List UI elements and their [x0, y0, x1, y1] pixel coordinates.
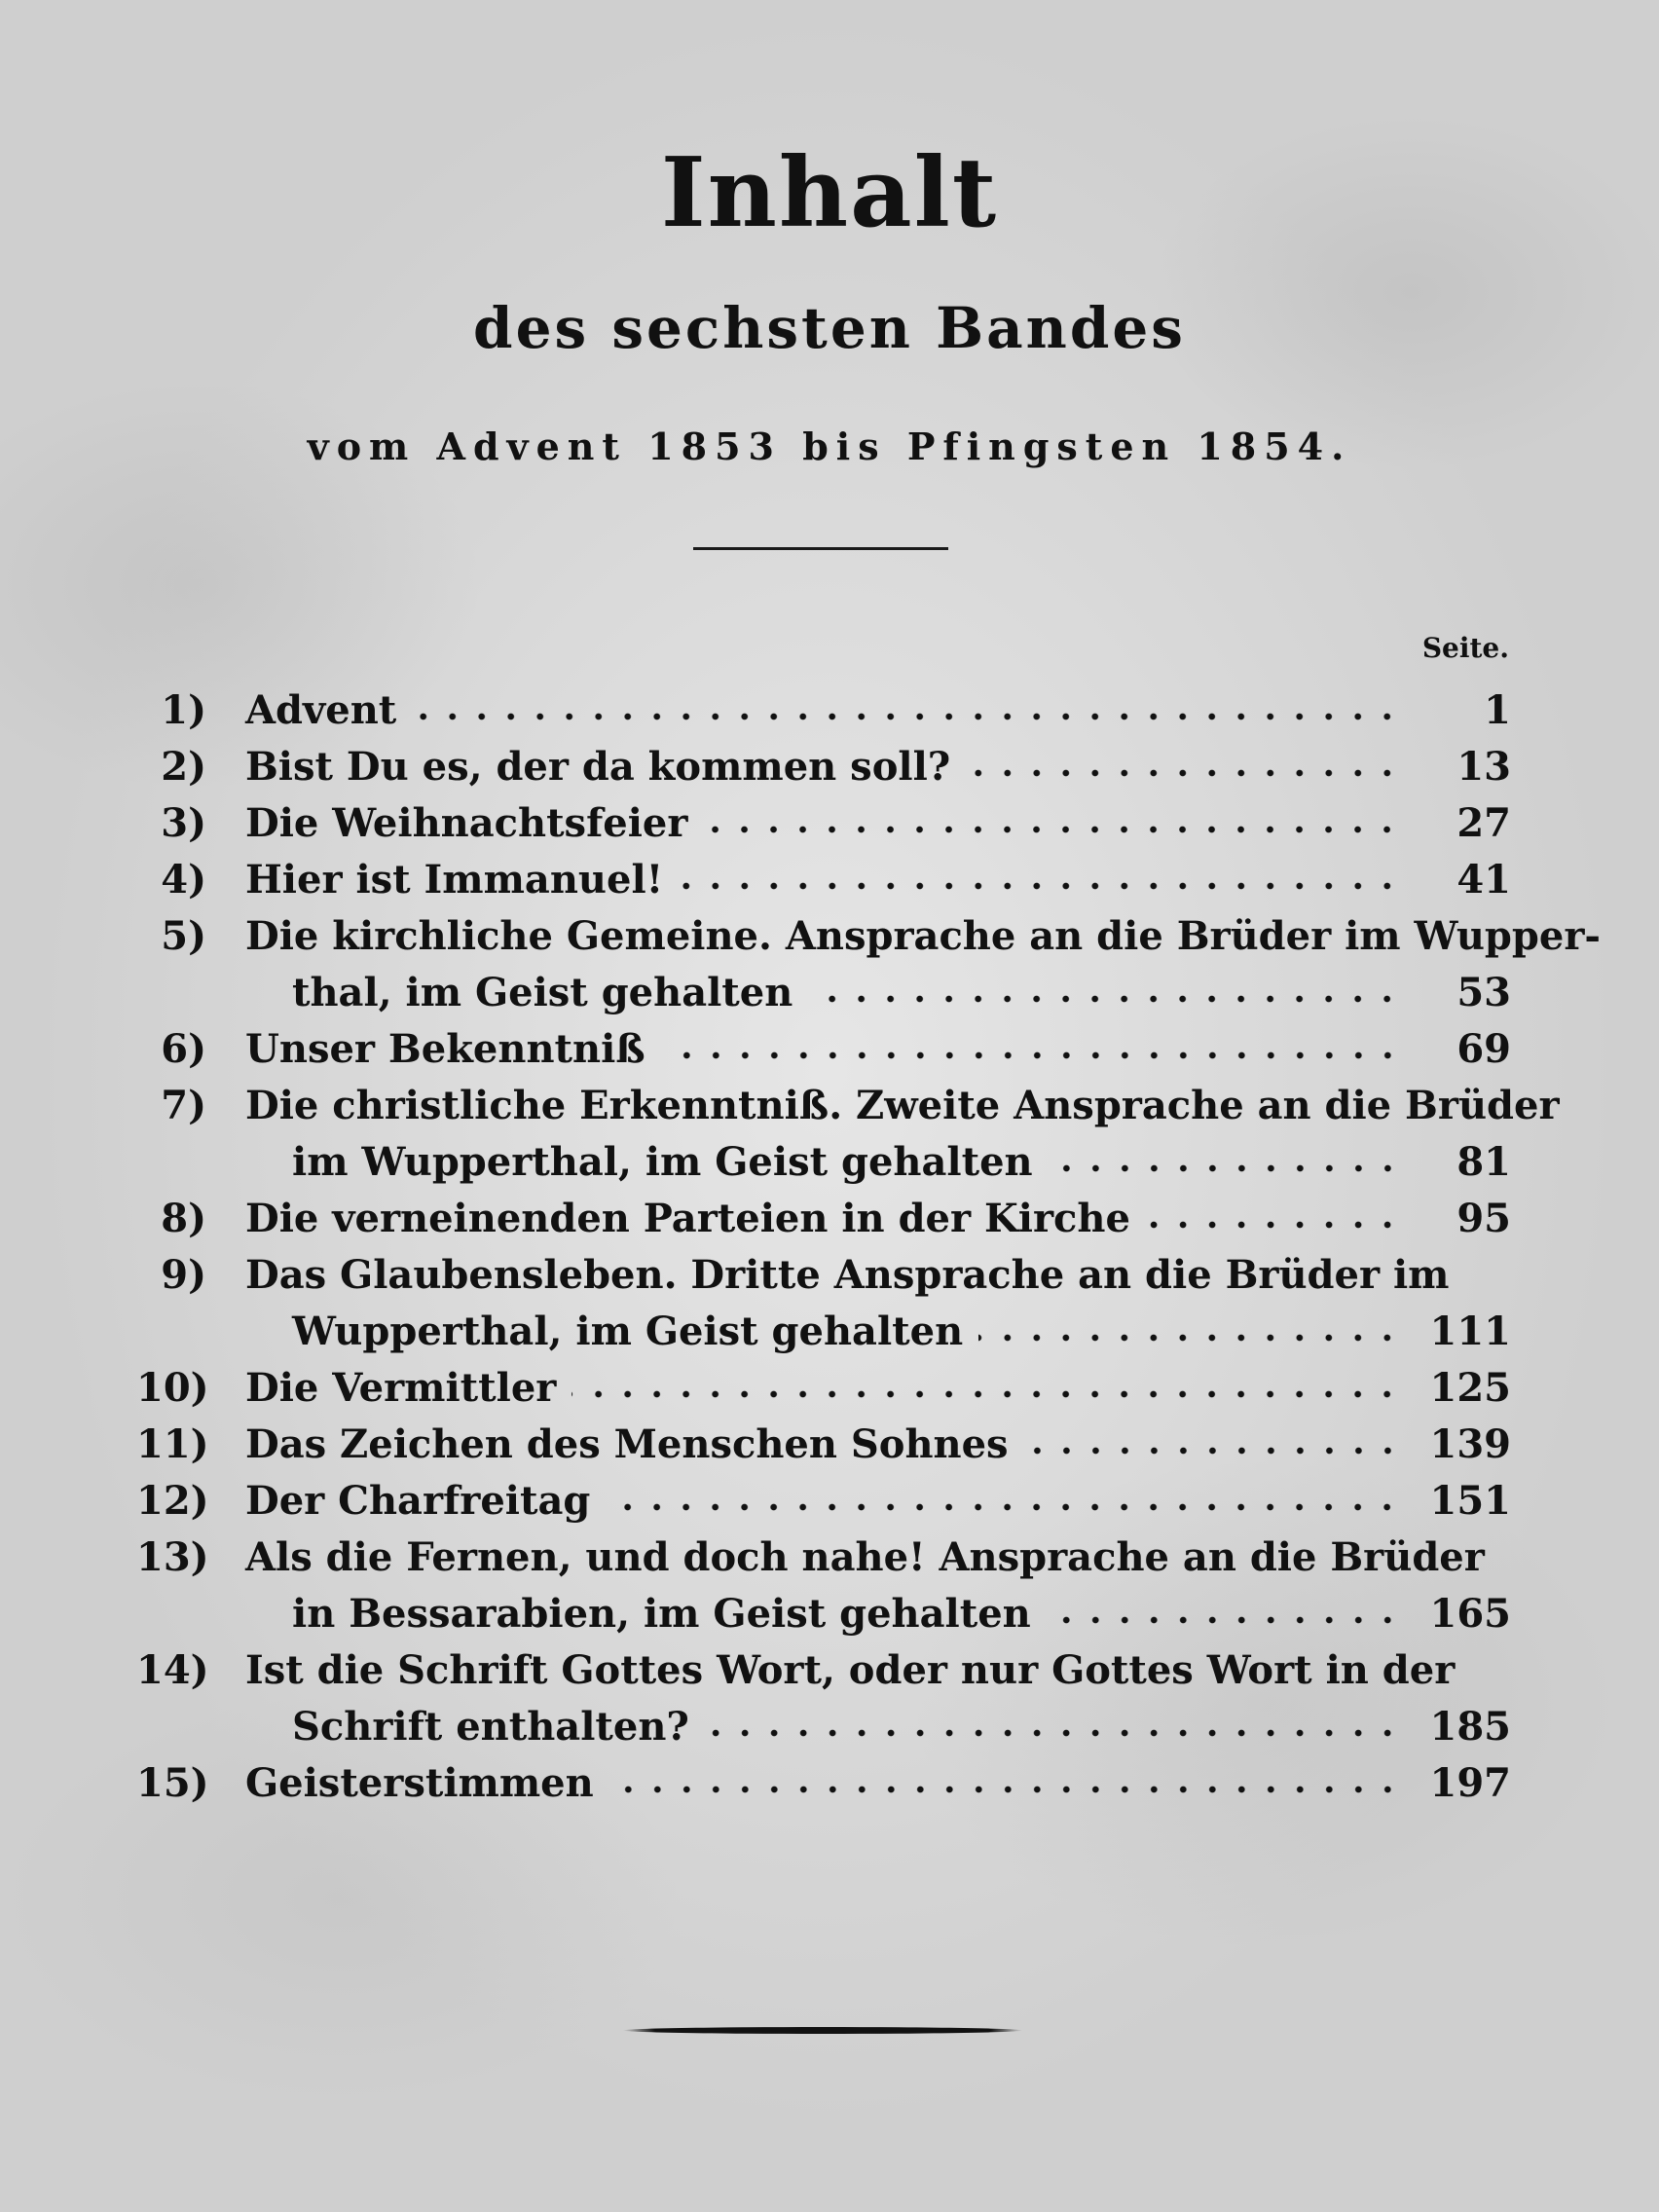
toc-entry-number: 2) — [161, 743, 206, 790]
toc-entry-number: 8) — [161, 1195, 206, 1241]
toc-entry-title: Wupperthal, im Geist gehalten — [292, 1308, 964, 1354]
toc-entry — [136, 1359, 1511, 1416]
toc-entry-number: 1) — [161, 686, 206, 733]
dot-leader — [412, 712, 1402, 721]
toc-entry-page: 139 — [1429, 1420, 1511, 1467]
toc-entry-title: Hier ist Immanuel! — [245, 856, 664, 903]
toc-entry-title: Als die Fernen, und doch nahe! Ansprache an die Brüder — [245, 1533, 1485, 1580]
toc-entry-page: 125 — [1429, 1364, 1511, 1411]
toc-entry-title: Unser Bekenntniß — [245, 1025, 645, 1072]
toc-entry — [136, 851, 1511, 907]
toc-entry — [136, 738, 1511, 794]
toc-entry — [136, 1020, 1511, 1077]
toc-entry-line — [136, 1303, 1511, 1359]
page-title: Inhalt — [660, 137, 999, 249]
top-divider-rule — [693, 547, 948, 550]
toc-entry-number: 10) — [136, 1364, 209, 1411]
toc-entry-page: 151 — [1429, 1477, 1511, 1524]
toc-entry-title: Das Glaubensleben. Dritte Ansprache an die Brüder im — [245, 1251, 1450, 1298]
page-column-label: Seite. — [1421, 632, 1509, 664]
page-subtitle: des sechsten Bandes — [473, 295, 1186, 361]
toc-entry-title: Die verneinenden Parteien in der Kirche — [245, 1195, 1130, 1241]
dot-leader — [1024, 1446, 1402, 1456]
toc-entry-line — [136, 1246, 1511, 1303]
toc-entry-line — [136, 794, 1511, 851]
toc-entry — [136, 1190, 1511, 1246]
toc-entry-title: Das Zeichen des Menschen Sohnes — [245, 1420, 1009, 1467]
dot-leader — [679, 881, 1402, 891]
table-of-contents — [136, 682, 1601, 1811]
toc-entry-line — [136, 738, 1511, 794]
dot-leader — [808, 994, 1402, 1004]
toc-entry-number: 6) — [161, 1025, 206, 1072]
toc-entry-number: 11) — [136, 1420, 209, 1467]
toc-entry-page: 95 — [1456, 1195, 1511, 1241]
volume-date-range: vom Advent 1853 bis Pfingsten 1854. — [307, 424, 1352, 468]
dot-leader — [966, 768, 1402, 778]
toc-entry-line — [136, 1754, 1511, 1811]
toc-entry — [136, 794, 1511, 851]
toc-entry-number: 9) — [161, 1251, 206, 1298]
toc-entry-number: 15) — [136, 1759, 209, 1806]
toc-entry-line — [136, 964, 1511, 1020]
toc-entry-page: 69 — [1456, 1025, 1511, 1072]
toc-entry-title: Der Charfreitag — [245, 1477, 591, 1524]
toc-entry-title: Bist Du es, der da kommen soll? — [245, 743, 951, 790]
toc-entry-page: 1 — [1484, 686, 1511, 733]
toc-entry-title: Die Vermittler — [245, 1364, 557, 1411]
toc-entry-title: in Bessarabien, im Geist gehalten — [292, 1590, 1031, 1637]
toc-entry-page: 81 — [1456, 1138, 1511, 1185]
dot-leader — [661, 1051, 1402, 1060]
dot-leader — [703, 825, 1402, 834]
toc-entry-title: Die christliche Erkenntniß. Zweite Ansprache an die Brüder — [245, 1082, 1560, 1128]
toc-entry-number: 5) — [161, 912, 206, 959]
toc-entry-line — [136, 851, 1511, 907]
toc-entry-title: Ist die Schrift Gottes Wort, oder nur Gottes Wort in der — [245, 1646, 1456, 1693]
toc-entry-line — [136, 1077, 1560, 1133]
toc-entry — [136, 1641, 1511, 1754]
toc-entry-number: 7) — [161, 1082, 206, 1128]
toc-entry-title: Geisterstimmen — [245, 1759, 594, 1806]
toc-entry-page: 185 — [1429, 1703, 1511, 1750]
toc-entry-number: 3) — [161, 799, 206, 846]
dot-leader — [1049, 1163, 1402, 1173]
toc-entry-title: Die Weihnachtsfeier — [245, 799, 688, 846]
toc-entry-page: 27 — [1456, 799, 1511, 846]
toc-entry-title: thal, im Geist gehalten — [292, 969, 793, 1015]
dot-leader — [705, 1728, 1402, 1738]
toc-entry-number: 4) — [161, 856, 206, 903]
toc-entry-title: Schrift enthalten? — [292, 1703, 689, 1750]
toc-entry-line — [136, 1416, 1511, 1472]
dot-leader — [978, 1333, 1402, 1343]
toc-entry-title: im Wupperthal, im Geist gehalten — [292, 1138, 1033, 1185]
toc-entry-number: 14) — [136, 1646, 209, 1693]
dot-leader — [1146, 1220, 1402, 1230]
toc-entry-page: 165 — [1429, 1590, 1511, 1637]
toc-entry-line — [136, 682, 1511, 738]
toc-entry — [136, 1529, 1511, 1641]
toc-entry-page: 111 — [1429, 1308, 1511, 1354]
toc-entry — [136, 1472, 1511, 1529]
dot-leader — [1047, 1615, 1402, 1625]
dot-leader — [609, 1785, 1402, 1794]
dot-leader — [606, 1502, 1402, 1512]
toc-entry-page: 53 — [1456, 969, 1511, 1015]
toc-entry-line — [136, 1641, 1511, 1698]
bottom-ornament-rule — [623, 2027, 1022, 2034]
toc-entry — [136, 1416, 1511, 1472]
toc-entry-line — [136, 907, 1601, 964]
toc-entry — [136, 1754, 1511, 1811]
toc-entry-line — [136, 1472, 1511, 1529]
toc-entry-title: Advent — [245, 686, 397, 733]
toc-entry — [136, 682, 1511, 738]
toc-entry — [136, 907, 1601, 1020]
toc-entry-line — [136, 1133, 1511, 1190]
toc-entry-line — [136, 1585, 1511, 1641]
dot-leader — [571, 1389, 1402, 1399]
toc-entry-page: 197 — [1429, 1759, 1511, 1806]
toc-entry — [136, 1077, 1560, 1190]
toc-entry-line — [136, 1529, 1511, 1585]
toc-entry-page: 13 — [1456, 743, 1511, 790]
toc-entry-line — [136, 1359, 1511, 1416]
toc-entry-title: Die kirchliche Gemeine. Ansprache an die Brüder im Wupper- — [245, 912, 1601, 959]
toc-entry-line — [136, 1698, 1511, 1754]
toc-entry-line — [136, 1190, 1511, 1246]
toc-entry — [136, 1246, 1511, 1359]
toc-entry-number: 12) — [136, 1477, 209, 1524]
toc-entry-line — [136, 1020, 1511, 1077]
toc-entry-number: 13) — [136, 1533, 209, 1580]
toc-entry-page: 41 — [1456, 856, 1511, 903]
